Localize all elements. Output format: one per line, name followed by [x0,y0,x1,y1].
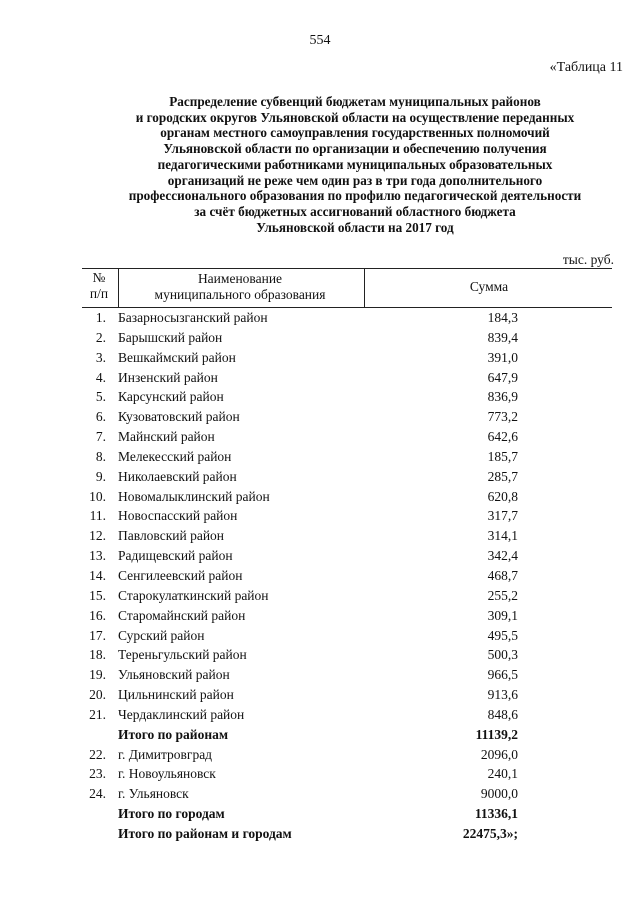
row-value: 2096,0 [480,746,518,762]
row-name: г. Ульяновск [118,786,189,802]
row-value: 836,9 [487,389,518,405]
row-value: 913,6 [487,687,518,703]
header-number [82,270,116,302]
row-number: 22. [89,746,106,762]
header-name-line2: муниципального образования [154,287,326,302]
table-row [82,368,612,388]
table-row [82,665,612,685]
row-number: 1. [95,310,106,325]
row-value: 773,2 [487,409,518,425]
total-row [82,824,612,844]
table-row [82,606,612,626]
table-row [82,506,612,526]
row-name: Старомайнский район [118,607,246,623]
table-row [82,526,612,546]
row-number: 20. [89,687,106,703]
table-row [82,467,612,487]
row-name: Новомалыклинский район [118,488,270,504]
row-number: 17. [89,627,106,643]
row-name: г. Новоульяновск [118,766,216,782]
row-value: 314,1 [487,528,518,544]
row-value: 620,8 [487,488,518,504]
subvention-table [82,268,612,844]
table-row [82,566,612,586]
table-row [82,308,612,328]
table-row [82,387,612,407]
title-line: органам местного самоуправления государственных полномочий [160,125,550,141]
title-line: Ульяновской области на 2017 год [256,219,454,235]
header-name [120,271,360,303]
row-value: 342,4 [487,548,518,564]
row-value: 391,0 [487,349,518,365]
header-sum: Сумма [469,279,509,294]
table-row [82,328,612,348]
row-value: 647,9 [487,369,518,385]
row-number: 8. [95,448,106,464]
row-value: 495,5 [487,627,518,643]
row-value: 285,7 [487,468,518,484]
row-value: 11139,2 [475,726,518,742]
row-name: Вешкаймский район [118,349,236,365]
row-name: Радищевский район [118,548,233,564]
table-row [82,745,612,765]
row-number: 15. [89,587,106,603]
row-number: 11. [89,508,106,524]
row-name: Тереньгульский район [118,647,247,663]
row-name: Итого по районам и городам [118,825,292,841]
document-title [60,94,640,235]
row-value: 317,7 [487,508,518,524]
row-number: 4. [95,369,106,385]
row-name: Кузоватовский район [118,409,240,425]
row-name: Николаевский район [118,468,237,484]
table-header [82,268,612,308]
row-number: 10. [89,488,106,504]
table-row [82,407,612,427]
table-row [82,348,612,368]
table-row [82,427,612,447]
column-divider [118,269,119,307]
row-name: Ульяновский район [118,667,230,683]
table-row [82,586,612,606]
title-line: профессионального образования по профилю педагогической деятельности [128,188,582,204]
row-value: 185,7 [487,448,518,464]
row-value: 309,1 [487,607,518,623]
row-value: 468,7 [487,567,518,583]
title-line: Распределение субвенций бюджетам муниципальных районов [169,94,541,109]
row-name: Мелекесский район [118,448,232,464]
row-name: г. Димитровград [118,746,213,762]
row-number: 24. [89,786,106,802]
row-number: 16. [89,607,106,623]
header-number-line1: № [92,270,106,285]
page-number: 554 [309,33,331,48]
row-value: 966,5 [487,667,518,683]
row-value: 642,6 [487,429,518,445]
row-number: 23. [89,766,106,782]
table-row [82,447,612,467]
row-number: 14. [89,567,106,583]
row-number: 12. [89,528,106,544]
row-name: Барышский район [118,329,223,345]
row-name: Инзенский район [118,369,218,385]
row-number: 21. [89,706,106,722]
row-value: 848,6 [487,706,518,722]
table-row [82,645,612,665]
row-name: Майнский район [118,429,215,445]
row-value: 240,1 [487,766,518,782]
table-row [82,487,612,507]
table-label: «Таблица 11 [549,60,623,75]
row-number: 19. [89,667,106,683]
row-number: 13. [89,548,106,564]
table-row [82,764,612,784]
header-name-line1: Наименование [197,271,283,286]
table-row [82,685,612,705]
title-line: Ульяновской области по организации и обеспечению получения [163,141,547,157]
row-value: 500,3 [487,647,518,663]
row-value: 839,4 [487,329,518,345]
row-name: Карсунский район [118,389,224,405]
table-row [82,705,612,725]
table-row [82,784,612,804]
row-number: 18. [89,647,106,663]
row-name: Старокулаткинский район [118,587,269,603]
row-number: 9. [95,468,106,484]
row-name: Итого по городам [118,806,225,822]
row-name: Цильнинский район [118,687,234,703]
row-name: Итого по районам [118,726,229,742]
title-line: за счёт бюджетных ассигнований областного бюджета [194,203,516,219]
total-row [82,804,612,824]
title-line: и городских округов Ульяновской области на осуществление переданных [135,109,575,125]
units-label: тыс. руб. [562,252,614,267]
title-line: педагогическими работниками муниципальных образовательных [157,156,553,172]
row-name: Сенгилеевский район [118,567,243,583]
title-line: организаций не реже чем один раз в три года дополнительного [167,172,543,188]
row-value: 11336,1 [474,806,518,822]
row-name: Сурский район [118,627,205,643]
total-row [82,725,612,745]
row-number: 5. [95,389,106,405]
row-value: 9000,0 [480,786,518,802]
column-divider [364,269,365,307]
row-number: 2. [95,329,106,345]
table-body [82,308,612,844]
row-value: 184,3 [487,310,518,325]
table-row [82,626,612,646]
row-value: 22475,3»; [462,825,518,841]
row-number: 7. [95,429,106,445]
row-number: 6. [95,409,106,425]
row-name: Новоспасский район [118,508,238,524]
row-name: Павловский район [118,528,225,544]
row-value: 255,2 [487,587,518,603]
row-number: 3. [95,349,106,365]
row-name: Чердаклинский район [118,706,245,722]
header-number-line2: п/п [89,286,109,301]
table-row [82,546,612,566]
row-name: Базарносызганский район [118,310,268,325]
